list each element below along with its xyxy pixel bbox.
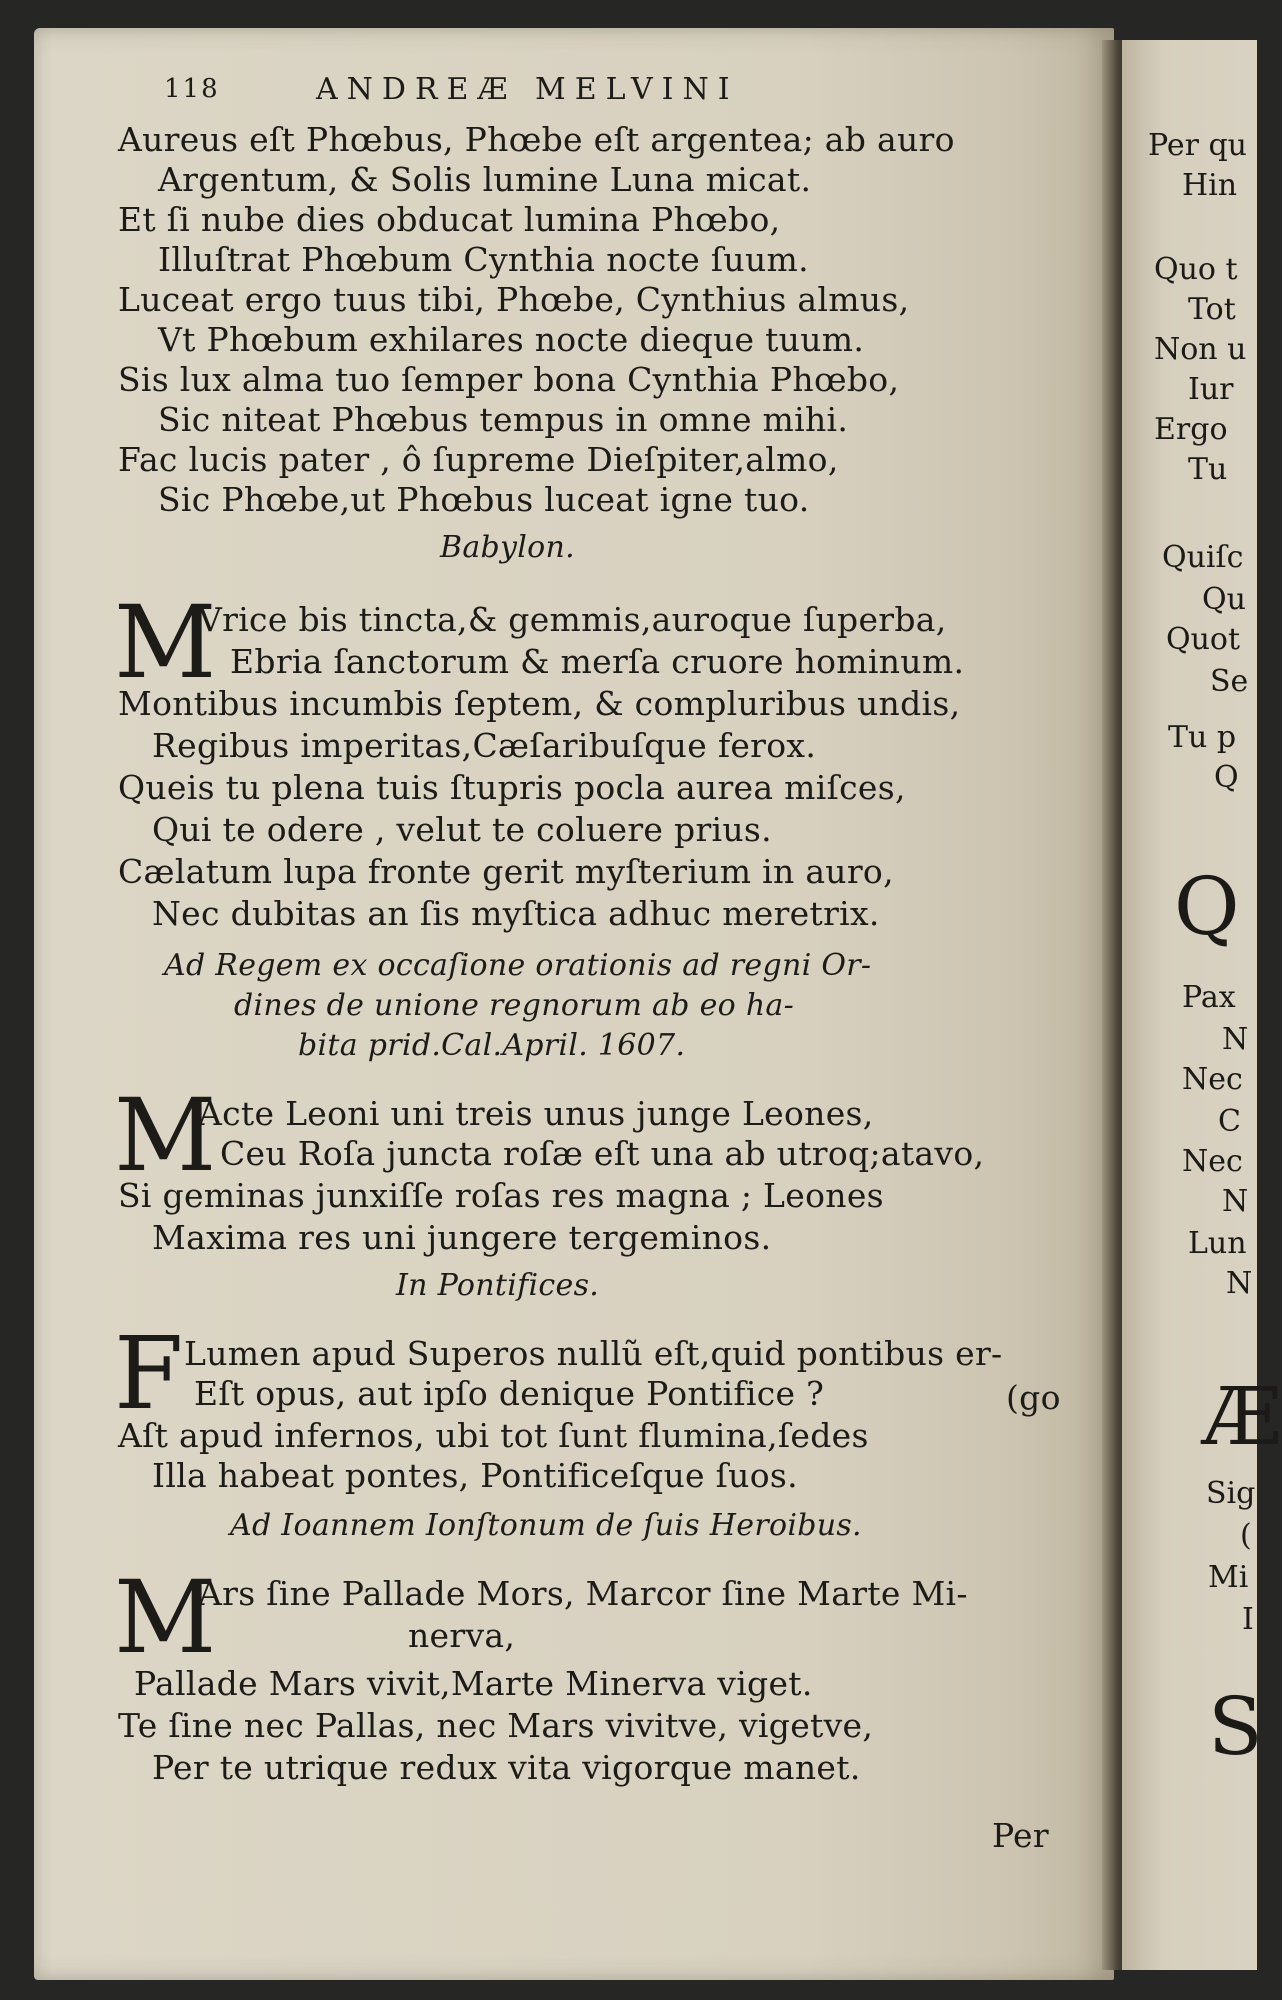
poem1-line: Illuſtrat Phœbum Cynthia nocte ſuum. <box>158 240 809 279</box>
catchword: Per <box>992 1816 1049 1855</box>
facing-line: Non u <box>1154 332 1247 367</box>
poem-title: In Pontifices. <box>396 1268 600 1303</box>
poem1-line: Vt Phœbum exhilares nocte dieque tuum. <box>158 320 865 359</box>
poem1-line: Fac lucis pater , ô ſupreme Dieſpiter,almo, <box>118 440 839 479</box>
poem2-first-line: Vrice bis tincta,& gemmis,auroque ſuperba, <box>198 600 947 639</box>
poem5-line: Te ſine nec Pallas, nec Mars vivitve, vigetve, <box>118 1706 874 1745</box>
poem1-line: Sis lux alma tuo ſemper bona Cynthia Phœbo, <box>118 360 900 399</box>
book-page <box>34 28 1114 1980</box>
facing-line: Mi <box>1208 1560 1249 1595</box>
facing-line: Nec <box>1182 1062 1243 1097</box>
poem-title: dines de unione regnorum ab eo ha- <box>234 988 795 1023</box>
poem1-line: Sic niteat Phœbus tempus in omne mihi. <box>158 400 849 439</box>
poem1-line: Argentum, & Solis lumine Luna micat. <box>158 160 812 199</box>
poem-title: Babylon. <box>440 530 575 565</box>
poem2-line: Regibus imperitas,Cæſaribuſque ferox. <box>152 726 817 765</box>
page-number: 118 <box>164 74 220 104</box>
facing-line: N <box>1222 1022 1249 1057</box>
poem5-line: nerva, <box>408 1616 516 1655</box>
poem4-line: Eſt opus, aut ipſo denique Pontifice ? <box>194 1374 825 1413</box>
drop-cap: M <box>114 584 217 701</box>
facing-line: Tu p <box>1168 720 1237 755</box>
facing-line: N <box>1226 1266 1253 1301</box>
poem5-line: Per te utrique redux vita vigorque manet. <box>152 1748 861 1787</box>
poem3-line: Si geminas junxiſſe roſas res magna ; Leones <box>118 1176 884 1215</box>
drop-cap: F <box>114 1315 184 1432</box>
poem1-line: Aureus eſt Phœbus, Phœbe eſt argentea; ab auro <box>118 120 955 159</box>
drop-cap: M <box>114 1559 217 1676</box>
poem-title: Ad Regem ex occaſione orationis ad regni Or- <box>164 948 872 983</box>
facing-line: C <box>1218 1104 1241 1139</box>
facing-line: Per qu <box>1148 128 1247 163</box>
poem3-first-line: Acte Leoni uni treis unus junge Leones, <box>198 1094 874 1133</box>
poem3-line: Maxima res uni jungere tergeminos. <box>152 1218 772 1257</box>
facing-drop-cap: Æ <box>1202 1370 1282 1463</box>
facing-line: Iur <box>1188 372 1234 407</box>
poem2-line: Ebria ſanctorum & merſa cruore hominum. <box>230 642 965 681</box>
facing-line: Sig <box>1206 1476 1256 1511</box>
poem4-first-line: Lumen apud Superos nullũ eſt,quid pontibus er- <box>184 1334 1003 1373</box>
poem-title: bita prid.Cal.April. 1607. <box>298 1028 686 1063</box>
poem5-first-line: Ars ſine Pallade Mors, Marcor ſine Marte Mi- <box>198 1574 968 1613</box>
poem3-line: Ceu Roſa juncta roſæ eſt una ab utroq;atavo, <box>220 1134 985 1173</box>
facing-line: Quo t <box>1154 252 1238 287</box>
facing-page <box>1122 40 1282 1970</box>
poem1-line: Luceat ergo tuus tibi, Phœbe, Cynthius almus, <box>118 280 910 319</box>
poem2-line: Qui te odere , velut te coluere prius. <box>152 810 772 849</box>
poem2-line: Nec dubitas an ſis myſtica adhuc meretrix. <box>152 894 880 933</box>
facing-line: Pax <box>1182 980 1236 1015</box>
facing-line: N <box>1222 1184 1249 1219</box>
poem2-line: Queis tu plena tuis ſtupris pocla aurea miſces, <box>118 768 906 807</box>
facing-line: Q <box>1214 760 1239 795</box>
facing-line: Tot <box>1188 292 1236 327</box>
running-title: ANDREÆ MELVINI <box>316 72 739 107</box>
facing-line: Tu <box>1188 452 1228 487</box>
poem1-line: Sic Phœbe,ut Phœbus luceat igne tuo. <box>158 480 810 519</box>
poem5-line: Pallade Mars vivit,Marte Minerva viget. <box>134 1664 813 1703</box>
drop-cap: M <box>114 1077 217 1194</box>
facing-line: Quot <box>1166 622 1241 657</box>
facing-line: Hin <box>1182 168 1238 203</box>
facing-line: I <box>1242 1602 1254 1637</box>
poem4-line: Illa habeat pontes, Pontificeſque ſuos. <box>152 1456 798 1495</box>
facing-line: Quiſc <box>1162 540 1244 575</box>
poem1-line: Et ſi nube dies obducat lumina Phœbo, <box>118 200 781 239</box>
poem-title: Ad Ioannem Ionſtonum de ſuis Heroibus. <box>230 1508 862 1543</box>
facing-line: Nec <box>1182 1144 1243 1179</box>
facing-line: Lun <box>1188 1226 1247 1261</box>
facing-line: Se <box>1210 664 1249 699</box>
poem2-line: Montibus incumbis ſeptem, & compluribus undis, <box>118 684 961 723</box>
poem4-line: Aſt apud infernos, ubi tot ſunt flumina,ſedes <box>118 1416 869 1455</box>
facing-line: Qu <box>1202 582 1246 617</box>
facing-line: Ergo <box>1154 412 1228 447</box>
poem4-line-suffix: (go <box>1006 1378 1061 1417</box>
facing-drop-cap: Q <box>1174 860 1240 953</box>
facing-line: ( <box>1240 1518 1252 1553</box>
facing-drop-cap: S <box>1208 1680 1263 1773</box>
poem2-line: Cælatum lupa fronte gerit myſterium in auro, <box>118 852 894 891</box>
